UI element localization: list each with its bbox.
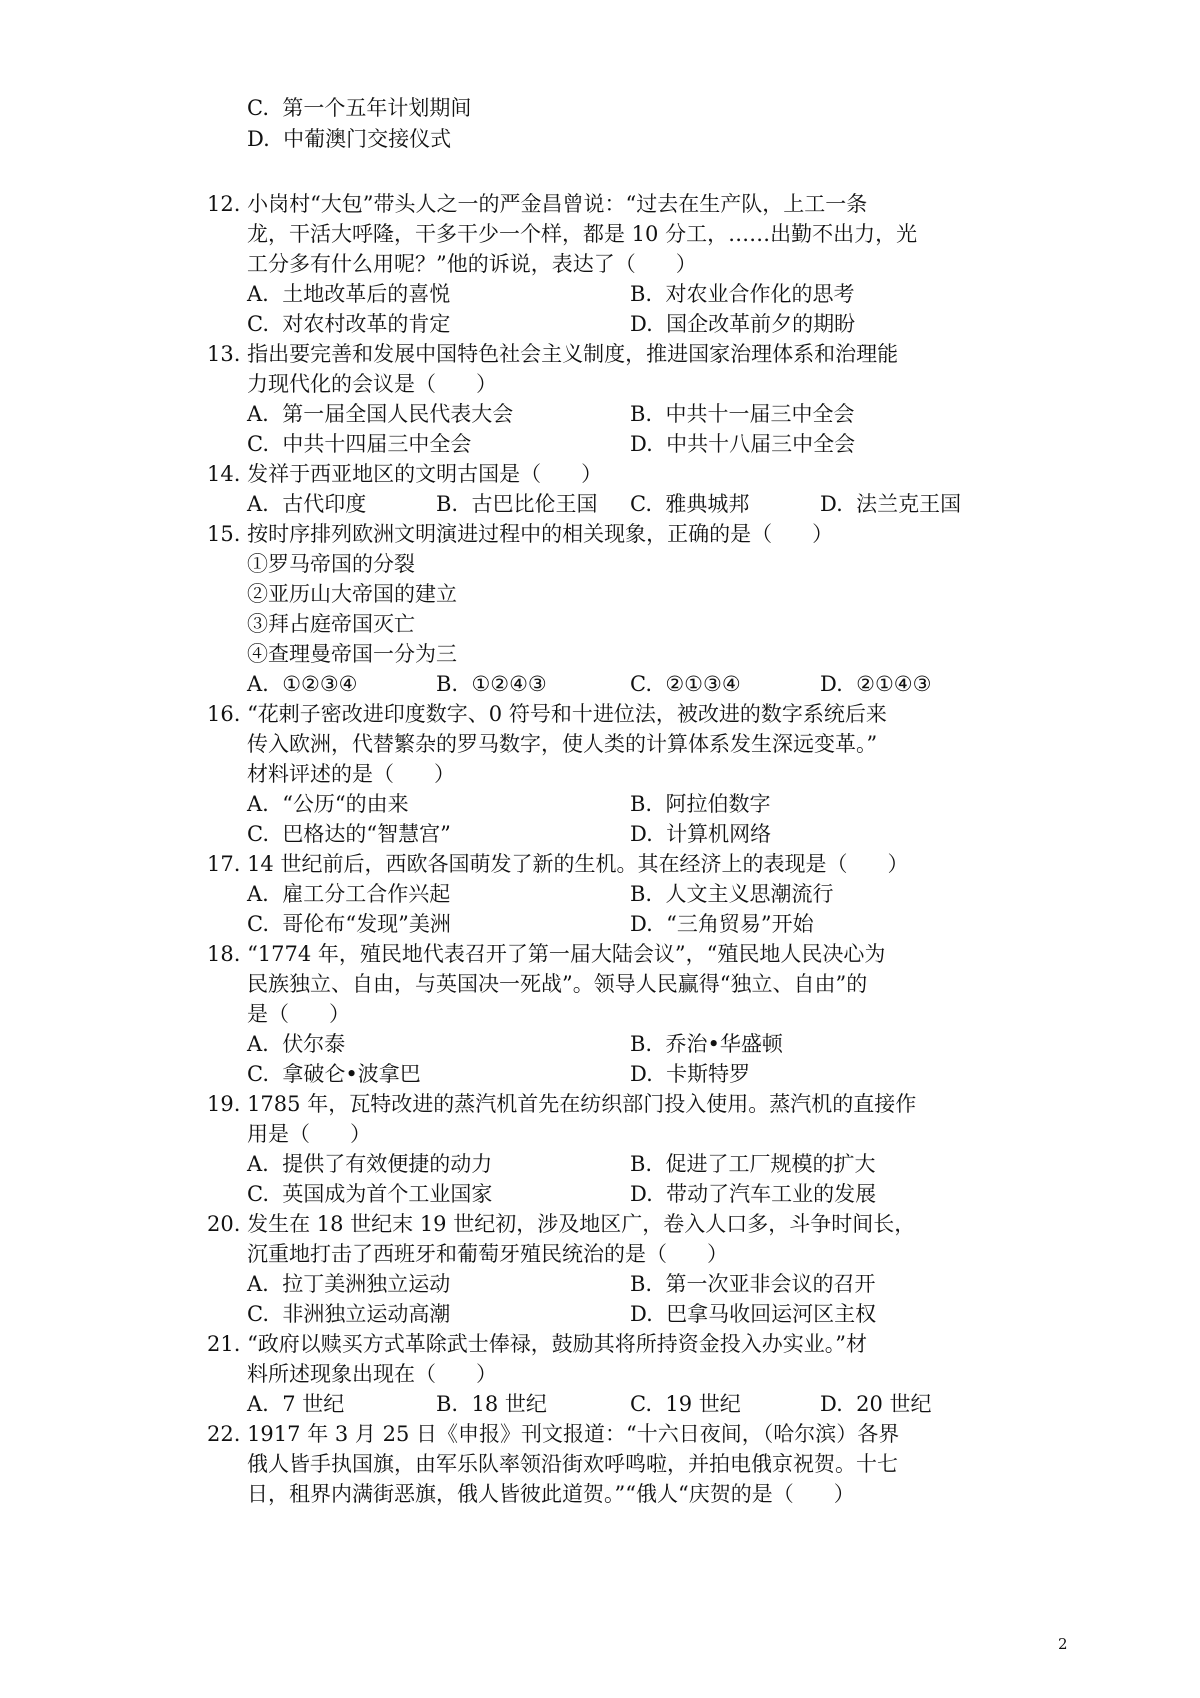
list-item: ④查理曼帝国一分为三 [247,642,457,666]
answer-option: D. 中葡澳门交接仪式 [247,127,452,151]
question-text-line: 14. 发祥于西亚地区的文明古国是（ ） [207,462,603,486]
answer-option: C. 对农村改革的肯定 [247,312,451,336]
answer-option: C. 哥伦布“发现”美洲 [247,912,451,936]
answer-option: B. 古巴比伦王国 [436,492,598,516]
list-item: ②亚历山大帝国的建立 [247,582,457,606]
answer-option: A. 提供了有效便捷的动力 [247,1152,493,1176]
answer-option: A. ①②③④ [247,672,358,696]
question-text-line: 16. “花剌子密改进印度数字、0 符号和十进位法，被改进的数字系统后来 [207,702,887,726]
answer-option: B. 对农业合作化的思考 [630,282,855,306]
question-text-line: 是（ ） [247,1002,351,1026]
question-text-line: 15. 按时序排列欧洲文明演进过程中的相关现象，正确的是（ ） [207,522,834,546]
question-text-line: 沉重地打击了西班牙和葡萄牙殖民统治的是（ ） [247,1242,729,1266]
question-text-line: 21. “政府以赎买方式革除武士俸禄，鼓励其将所持资金投入办实业。”材 [207,1332,868,1356]
answer-option: B. 乔治•华盛顿 [630,1032,783,1056]
question-text-line: 工分多有什么用呢？”他的诉说，表达了（ ） [247,252,697,276]
question-text-line: 22. 1917 年 3 月 25 日《申报》刊文报道：“十六日夜间，（哈尔滨）各界 [207,1422,900,1446]
answer-option: D. 20 世纪 [820,1392,932,1416]
answer-option: A. 7 世纪 [247,1392,345,1416]
answer-option: C. 雅典城邦 [630,492,750,516]
answer-option: D. 中共十八届三中全会 [630,432,856,456]
answer-option: B. 第一次亚非会议的召开 [630,1272,876,1296]
answer-option: A. 伏尔泰 [247,1032,346,1056]
answer-option: D. 国企改革前夕的期盼 [630,312,856,336]
answer-option: B. 中共十一届三中全会 [630,402,855,426]
answer-option: D. 计算机网络 [630,822,772,846]
answer-option: A. 古代印度 [247,492,367,516]
answer-option: A. 第一届全国人民代表大会 [247,402,514,426]
question-text-line: 俄人皆手执国旗，由军乐队率领沿街欢呼鸣啦，并拍电俄京祝贺。十七 [247,1452,898,1476]
question-text-line: 民族独立、自由，与英国决一死战”。领导人民赢得“独立、自由”的 [247,972,868,996]
question-text-line: 料所述现象出现在（ ） [247,1362,498,1386]
list-item: ①罗马帝国的分裂 [247,552,415,576]
question-text-line: 传入欧洲，代替繁杂的罗马数字，使人类的计算体系发生深远变革。” [247,732,878,756]
answer-option: D. 法兰克王国 [820,492,962,516]
question-text-line: 龙，干活大呼隆，干多干少一个样，都是 10 分工，……出勤不出力，光 [247,222,918,246]
answer-option: C. 第一个五年计划期间 [247,96,472,120]
answer-option: C. ②①③④ [630,672,741,696]
answer-option: C. 非洲独立运动高潮 [247,1302,451,1326]
answer-option: B. 阿拉伯数字 [630,792,771,816]
answer-option: A. 土地改革后的喜悦 [247,282,451,306]
question-text-line: 19. 1785 年，瓦特改进的蒸汽机首先在纺织部门投入使用。蒸汽机的直接作 [207,1092,917,1116]
answer-option: D. ②①④③ [820,672,932,696]
answer-option: B. 人文主义思潮流行 [630,882,834,906]
question-text-line: 13. 指出要完善和发展中国特色社会主义制度，推进国家治理体系和治理能 [207,342,899,366]
question-text-line: 力现代化的会议是（ ） [247,372,498,396]
answer-option: B. 促进了工厂规模的扩大 [630,1152,876,1176]
answer-option: B. 18 世纪 [436,1392,547,1416]
question-text-line: 日，租界内满街恶旗，俄人皆彼此道贺。”“俄人“庆贺的是（ ） [247,1482,855,1506]
question-text-line: 18. “1774 年，殖民地代表召开了第一届大陆会议”，“殖民地人民决心为 [207,942,886,966]
question-text-line: 用是（ ） [247,1122,372,1146]
answer-option: C. 拿破仑•波拿巴 [247,1062,421,1086]
answer-option: C. 19 世纪 [630,1392,741,1416]
question-text-line: 20. 发生在 18 世纪末 19 世纪初，涉及地区广，卷入人口多，斗争时间长， [207,1212,916,1236]
question-text-line: 材料评述的是（ ） [247,762,456,786]
question-text-line: 17. 14 世纪前后，西欧各国萌发了新的生机。其在经济上的表现是（ ） [207,852,909,876]
answer-option: C. 中共十四届三中全会 [247,432,472,456]
answer-option: D. “三角贸易”开始 [630,912,814,936]
page-number: 2 [1058,1635,1068,1653]
answer-option: C. 巴格达的“智慧宫” [247,822,451,846]
answer-option: B. ①②④③ [436,672,547,696]
answer-option: A. 拉丁美洲独立运动 [247,1272,451,1296]
answer-option: C. 英国成为首个工业国家 [247,1182,493,1206]
answer-option: D. 巴拿马收回运河区主权 [630,1302,877,1326]
answer-option: A. 雇工分工合作兴起 [247,882,451,906]
answer-option: D. 带动了汽车工业的发展 [630,1182,877,1206]
answer-option: A. “公历“的由来 [247,792,409,816]
answer-option: D. 卡斯特罗 [630,1062,751,1086]
list-item: ③拜占庭帝国灭亡 [247,612,415,636]
question-text-line: 12. 小岗村“大包”带头人之一的严金昌曾说：“过去在生产队，上工一条 [207,192,868,216]
